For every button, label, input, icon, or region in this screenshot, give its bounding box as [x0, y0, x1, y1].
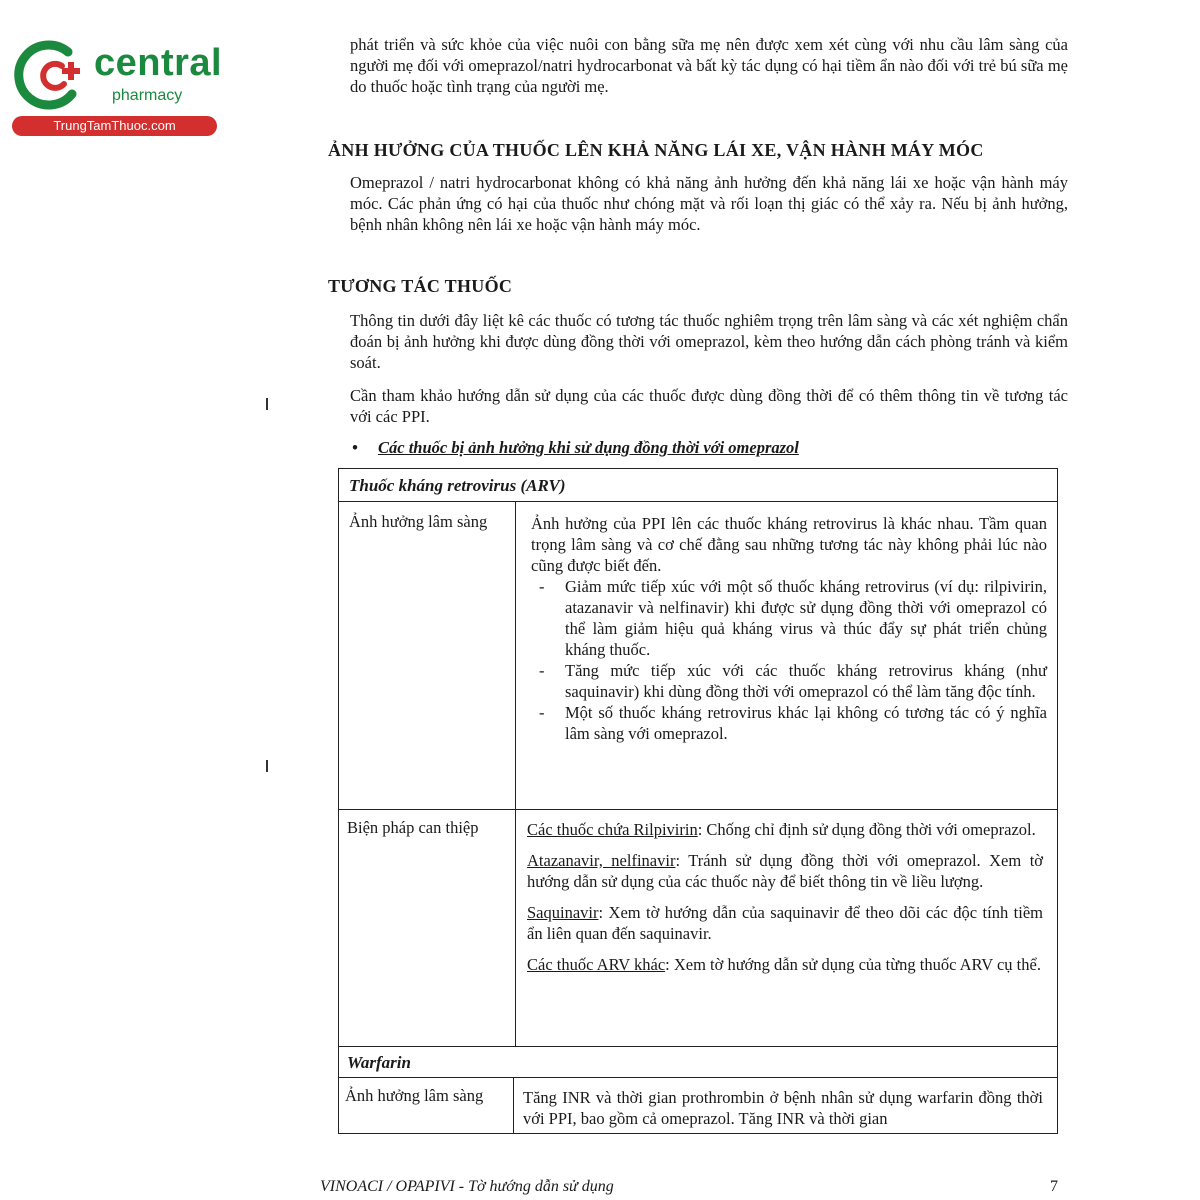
bullet-dot-icon: • — [352, 438, 358, 457]
row-intervention-label: Biện pháp can thiệp — [347, 818, 479, 837]
row-intervention-content — [527, 819, 1043, 985]
table-group-arv: Thuốc kháng retrovirus (ARV) — [349, 476, 566, 495]
table-rule — [339, 501, 1057, 502]
table-column-rule — [515, 501, 516, 1046]
driving-paragraph: Omeprazol / natri hydrocarbonat không có khả năng ảnh hưởng đến khả năng lái xe hoặc vận hành máy móc. Các phản ứng có hại của thuốc như chóng mặt và rối loạn thị giác có thể xảy ra. Nếu bị ảnh hưởng, bệnh nhân không nên lái xe hoặc vận hành máy móc. — [350, 173, 1068, 234]
table-rule — [339, 1077, 1057, 1078]
logo-brand-text: central — [94, 42, 223, 84]
row-clinical-effect-content — [531, 513, 1047, 744]
bullet-affected-drugs — [352, 438, 799, 458]
table-rule — [339, 1046, 1057, 1047]
heading-interactions: TƯƠNG TÁC THUỐC — [328, 276, 513, 296]
table-column-rule — [513, 1077, 514, 1133]
clinical-effect-intro: Ảnh hưởng của PPI lên các thuốc kháng retrovirus là khác nhau. Tầm quan trọng lâm sàng và cơ chế đằng sau những tương tác này không phải lúc nào cũng được biết đến. — [531, 514, 1047, 575]
table-group-warfarin: Warfarin — [347, 1053, 411, 1072]
footer-page-number: 7 — [1050, 1178, 1058, 1195]
row-clinical-effect-label: Ảnh hưởng lâm sàng — [349, 512, 488, 531]
list-item: - Giảm mức tiếp xúc với một số thuốc kháng retrovirus (ví dụ: rilpivirin, atazanavir và nelfinavir) khi được sử dụng đồng thời với omeprazol có thể làm giảm hiệu quả kháng virus và thúc đẩy sự phát triển chủng kháng thuốc. — [539, 577, 1047, 659]
margin-mark — [266, 398, 268, 410]
interactions-paragraph-1: Thông tin dưới đây liệt kê các thuốc có tương tác thuốc nghiêm trọng trên lâm sàng và các xét nghiệm chẩn đoán bị ảnh hưởng khi được dùng đồng thời với omeprazol, kèm theo hướng dẫn cách phòng tránh và kiểm soát. — [350, 311, 1068, 372]
logo-website-badge[interactable]: TrungTamThuoc.com — [12, 116, 217, 136]
intervention-note: Các thuốc ARV khác: Xem tờ hướng dẫn sử dụng của từng thuốc ARV cụ thể. — [527, 955, 1041, 974]
brand-logo — [12, 36, 223, 136]
list-item: - Tăng mức tiếp xúc với các thuốc kháng retrovirus kháng (như saquinavir) khi dùng đồng thời với omeprazol có thể làm tăng độc tính. — [539, 661, 1047, 701]
intro-paragraph: phát triển và sức khỏe của việc nuôi con bằng sữa mẹ nên được xem xét cùng với nhu cầu lâm sàng của người mẹ đối với omeprazol/natri hydrocarbonat và bất kỳ tác dụng có hại tiềm ẩn nào đối với trẻ bú sữa mẹ do thuốc hoặc tình trạng của người mẹ. — [350, 35, 1068, 96]
table-rule — [339, 809, 1057, 810]
intervention-note: Atazanavir, nelfinavir: Tránh sử dụng đồng thời với omeprazol. Xem tờ hướng dẫn sử dụng của các thuốc này để biết thông tin về liều lượng. — [527, 851, 1043, 891]
list-item: - Một số thuốc kháng retrovirus khác lại không có tương tác có ý nghĩa lâm sàng với omeprazol. — [539, 703, 1047, 743]
interactions-table — [338, 468, 1058, 1134]
logo-c-cross-icon — [12, 36, 92, 112]
margin-mark — [266, 760, 268, 772]
row-warfarin-effect-content: Tăng INR và thời gian prothrombin ở bệnh nhân sử dụng warfarin đồng thời với PPI, bao gồm cả omeprazol. Tăng INR và thời gian — [523, 1088, 1043, 1128]
row-warfarin-effect-label: Ảnh hưởng lâm sàng — [345, 1086, 484, 1105]
heading-driving: ẢNH HƯỞNG CỦA THUỐC LÊN KHẢ NĂNG LÁI XE, VẬN HÀNH MÁY MÓC — [328, 140, 984, 160]
logo-tagline: pharmacy — [112, 87, 183, 104]
footer-document-title: VINOACI / OPAPIVI - Tờ hướng dẫn sử dụng — [320, 1178, 614, 1195]
bullet-text: Các thuốc bị ảnh hưởng khi sử dụng đồng thời với omeprazol — [378, 438, 799, 457]
intervention-note: Saquinavir: Xem tờ hướng dẫn của saquinavir để theo dõi các độc tính tiềm ẩn liên quan đến saquinavir. — [527, 903, 1043, 943]
interactions-paragraph-2: Cần tham khảo hướng dẫn sử dụng của các thuốc được dùng đồng thời để có thêm thông tin về tương tác với các PPI. — [350, 386, 1068, 426]
intervention-note: Các thuốc chứa Rilpivirin: Chống chỉ định sử dụng đồng thời với omeprazol. — [527, 820, 1036, 839]
